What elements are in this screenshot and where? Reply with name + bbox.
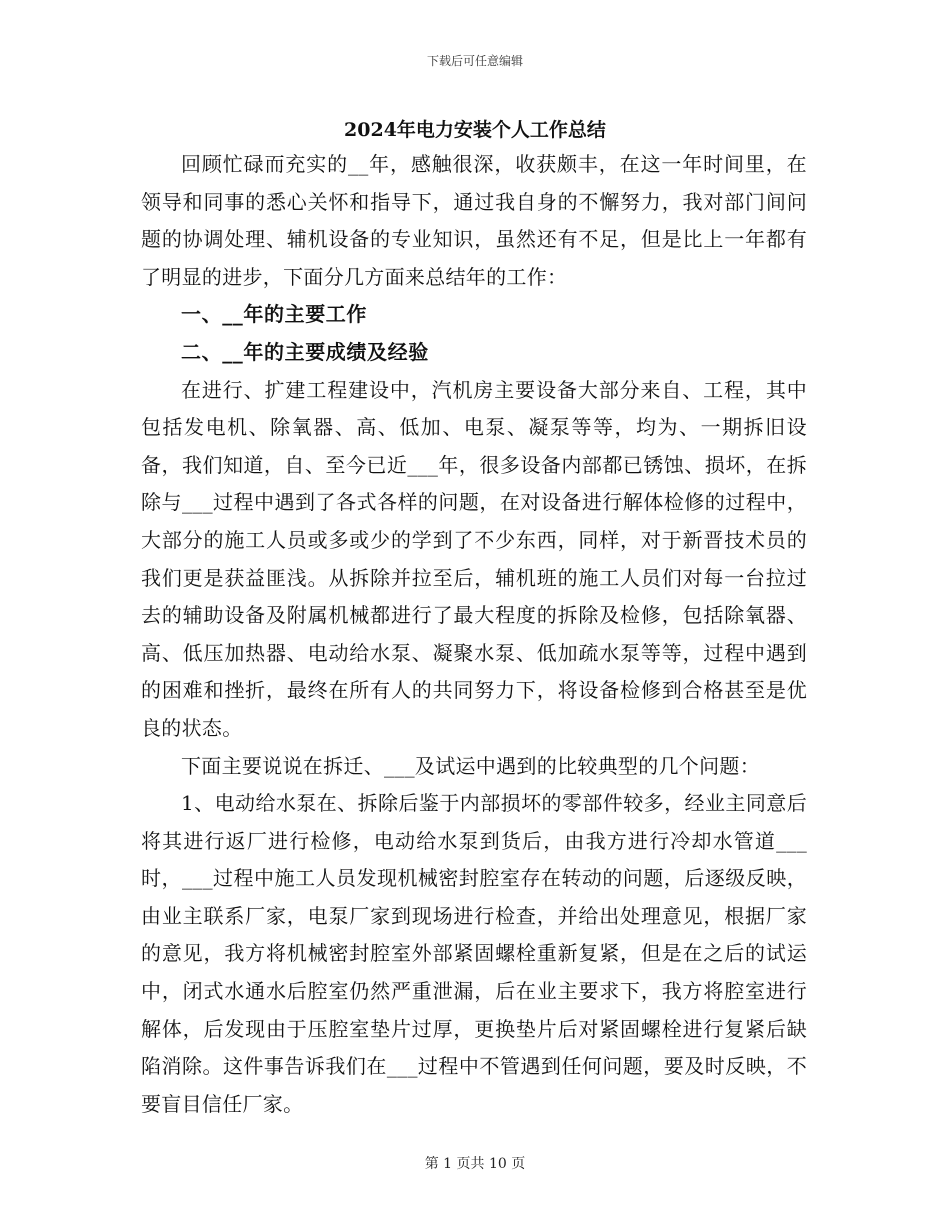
page-number-footer: 第 1 页共 10 页 (424, 1156, 526, 1172)
intro-paragraph: 回顾忙碌而充实的__年，感触很深，收获颇丰，在这一年时间里，在领导和同事的悉心关怀和指导下，通过我自身的不懈努力，我对部门间问题的协调处理、辅机设备的专业知识，虽然还有不足，但是比上一年都有了明显的进步，下面分几方面来总结年的工作： (141, 152, 807, 289)
section-heading-achievements: 二、__年的主要成绩及经验 (181, 339, 429, 364)
body-paragraph-issue-1: 1、电动给水泵在、拆除后鉴于内部损坏的零部件较多，经业主同意后将其进行返厂进行检修，电动给水泵到货后，由我方进行冷却水管道___时，___过程中施工人员发现机械密封腔室存在转动的问题，后逐级反映，由业主联系厂家，电泵厂家到现场进行检查，并给出处理意见，根据厂家的意见，我方将机械密封腔室外部紧固螺栓重新复紧，但是在之后的试运中，闭式水通水后腔室仍然严重泄漏，后在业主要求下，我方将腔室进行解体，后发现由于压腔室垫片过厚，更换垫片后对紧固螺栓进行复紧后缺陷消除。这件事告诉我们在___过程中不管遇到任何问题，要及时反映，不要盲目信任厂家。 (141, 791, 807, 1116)
body-paragraph-construction: 在进行、扩建工程建设中，汽机房主要设备大部分来自、工程，其中包括发电机、除氧器、高、低加、电泵、凝泵等等，均为、一期拆旧设备，我们知道，自、至今已近___年，很多设备内部都已锈蚀、损坏，在拆除与___过程中遇到了各式各样的问题，在对设备进行解体检修的过程中，大部分的施工人员或多或少的学到了不少东西，同样，对于新晋技术员的我们更是获益匪浅。从拆除并拉至后，辅机班的施工人员们对每一台拉过去的辅助设备及附属机械都进行了最大程度的拆除及检修，包括除氧器、高、低压加热器、电动给水泵、凝聚水泵、低加疏水泵等等，过程中遇到的困难和挫折，最终在所有人的共同努力下，将设备检修到合格甚至是优良的状态。 (141, 377, 807, 740)
document-body (141, 146, 807, 1123)
body-paragraph-issues-intro: 下面主要说说在拆迁、___及试运中遇到的比较典型的几个问题： (181, 753, 760, 778)
page-header-note: 下载后可任意编辑 (426, 54, 523, 68)
section-heading-main-work: 一、__年的主要工作 (181, 302, 367, 327)
document-title: 2024年电力安装个人工作总结 (344, 119, 606, 141)
